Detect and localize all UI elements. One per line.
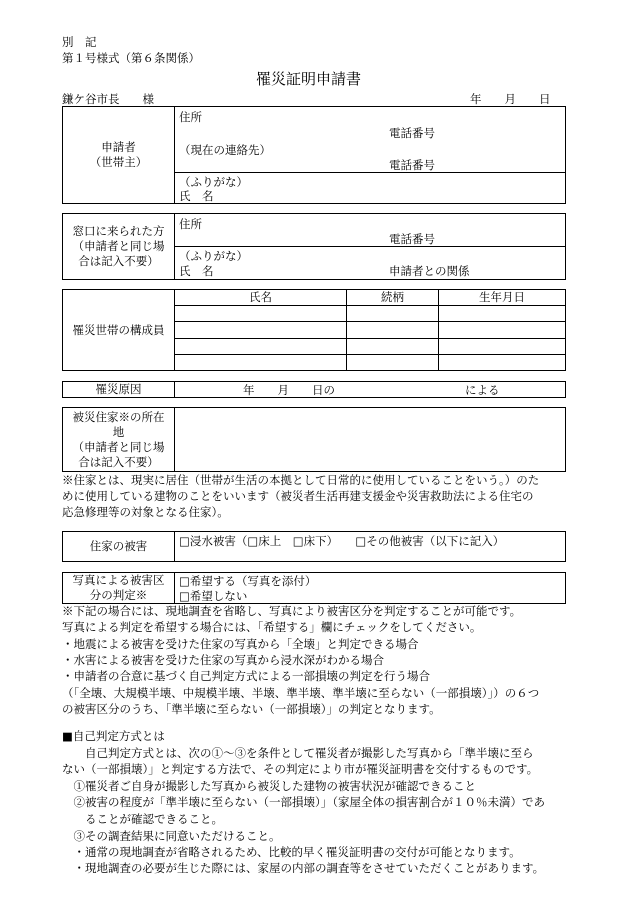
applicant-table [62, 106, 566, 204]
self-assessment-line: ることが確認できること。 [62, 812, 223, 826]
note-photo-6: （「全壊、大規模半壊、中規模半壊、半壊、準半壊、準半壊に至らない（一部損壊）」）の６つ [62, 686, 540, 700]
damage-options[interactable]: □浸水被害（□床上 □床下） □その他被害（以下に記入） [179, 534, 505, 548]
photo-table [62, 572, 566, 604]
page-title: 罹災証明申請書 [256, 70, 362, 88]
self-assessment-line: ②被害の程度が「準半壊に至らない（一部損壊）」（家屋全体の損害割合が１０％未満）であ [62, 795, 545, 809]
members-col-name: 氏名 [175, 290, 347, 306]
location-cell[interactable] [175, 408, 566, 472]
self-assessment-line: ③その調査結果に同意いただけること。 [62, 829, 281, 843]
self-assessment-heading: ■自己判定方式とは [62, 729, 165, 743]
location-label: 被災住家※の所在 地 （申請者と同じ場 合は記入不要） [63, 408, 175, 472]
self-assessment-line: ①罹災者ご自身が撮影した写真から被災した建物の被害状況が確認できること [62, 779, 476, 793]
members-col-birth: 生年月日 [439, 290, 566, 306]
note-dwelling-3: 応急修理等の対象となる住家）。 [62, 505, 229, 519]
cause-table [62, 381, 566, 398]
note-dwelling-2: めに使用している建物のことをいいます（被災者生活再建支援金や災害救助法による住宅の [62, 489, 534, 503]
applicant-phone2-label: 電話番号 [389, 157, 435, 172]
visitor-name-label: 氏 名 [179, 264, 214, 278]
visitor-furigana-label: （ふりがな） [179, 249, 248, 263]
addressee: 鎌ケ谷市長 様 [62, 92, 154, 106]
applicant-address-label: 住所 [179, 110, 202, 124]
note-photo-1: ※下記の場合には、現地調査を省略し、写真により被害区分を判定することが可能です。 [62, 604, 522, 618]
members-label: 罹災世帯の構成員 [63, 290, 175, 371]
self-assessment-line: ・現地調査の必要が生じた際には、家屋の内部の調査等をさせていただくことがあります。 [62, 861, 545, 875]
applicant-furigana-label: （ふりがな） [179, 175, 248, 189]
cause-cell[interactable] [175, 382, 566, 398]
note-dwelling-1: ※住家とは、現実に居住（世帯が生活の本拠として日常的に使用していることをいう。）のた [62, 473, 540, 487]
note-photo-3: ・地震による被害を受けた住家の写真から「全壊」と判定できる場合 [62, 637, 419, 651]
photo-option-no[interactable]: □希望しない [179, 589, 248, 603]
applicant-label: 申請者 （世帯主） [63, 107, 175, 204]
photo-option-yes[interactable]: □希望する（写真を添付） [179, 574, 317, 588]
members-col-relation: 続柄 [347, 290, 439, 306]
cause-date: 年 月 日の [243, 383, 335, 397]
applicant-name-cell[interactable] [175, 173, 566, 204]
members-table [62, 289, 566, 371]
visitor-label: 窓口に来られた方 （申請者と同じ場 合は記入不要） [63, 214, 175, 280]
applicant-contact-cell[interactable] [175, 141, 566, 173]
form-number: 第１号様式（第６条関係） [62, 51, 200, 65]
application-date: 年 月 日 [470, 92, 551, 106]
applicant-name-label: 氏 名 [179, 189, 214, 203]
visitor-phone-label: 電話番号 [389, 232, 435, 246]
visitor-table [62, 213, 566, 280]
applicant-contact-label: （現在の連絡先） [179, 142, 271, 157]
note-photo-4: ・水害による被害を受けた住家の写真から浸水深がわかる場合 [62, 653, 384, 667]
betsuki-label: 別 記 [62, 35, 97, 49]
self-assessment-line: ない（一部損壊）」と判定する方法で、その判定により市が罹災証明書を交付するものです。 [62, 762, 539, 776]
applicant-address-cell[interactable] [175, 107, 566, 141]
cause-suffix: による [465, 383, 500, 397]
note-photo-7: の被害区分のうち、「準半壊に至らない（一部損壊）」の判定となります。 [62, 702, 441, 716]
photo-cell [175, 573, 566, 604]
photo-label: 写真による被害区 分の判定※ [63, 573, 175, 604]
note-photo-2: 写真による判定を希望する場合には、「希望する」欄にチェックをしてください。 [62, 620, 482, 634]
damage-table [62, 531, 566, 562]
note-photo-5: ・申請者の合意に基づく自己判定方式による一部損壊の判定を行う場合 [62, 669, 430, 683]
location-table [62, 407, 566, 472]
visitor-address-cell[interactable] [175, 214, 566, 247]
applicant-phone-label: 電話番号 [389, 126, 435, 140]
damage-cell[interactable] [175, 532, 566, 562]
cause-label: 罹災原因 [63, 382, 175, 398]
self-assessment-line: 自己判定方式とは、次の①～③を条件として罹災者が撮影した写真から「準半壊に至ら [62, 746, 534, 760]
visitor-address-label: 住所 [179, 217, 202, 231]
visitor-name-cell[interactable] [175, 247, 566, 280]
self-assessment-line: ・通常の現地調査が省略されるため、比較的早く罹災証明書の交付が可能となります。 [62, 845, 521, 859]
damage-label: 住家の被害 [63, 532, 175, 562]
visitor-relation-label: 申請者との関係 [389, 264, 470, 278]
